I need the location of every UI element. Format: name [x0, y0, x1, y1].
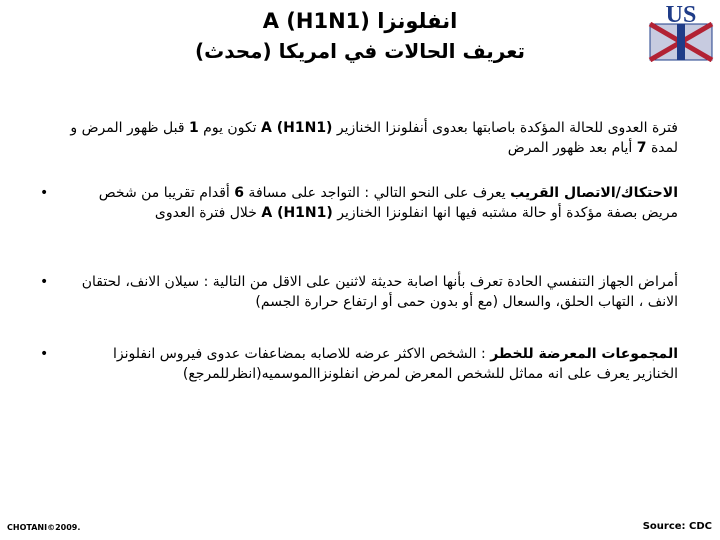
bullet-dot-icon: • [40, 346, 49, 362]
intro-days-after: 7 [636, 140, 647, 156]
intro-part5: قبل ظهور المرض و لمدة [70, 120, 678, 156]
university-shield-logo [648, 2, 714, 62]
logo-text: US [665, 2, 697, 28]
page-subtitle: تعريف الحالات في امريكا (محدث) [194, 39, 526, 63]
copyright-text: CHOTANI©2009. [7, 523, 81, 532]
intro-part7: أيام بعد ظهور المرض [507, 140, 637, 156]
intro-part1: فترة العدوى للحالة المؤكدة باصابتها بعدوى أنفلونزا الخنازير [332, 120, 678, 136]
source-text: Source: CDC [642, 521, 712, 532]
intro-paragraph [58, 118, 678, 158]
intro-virus: A (H1N1) [261, 120, 333, 136]
bullet-body: أقدام تقريبا من شخص مريض بصفة مؤكدة أو حالة مشتبه فيها انها انفلونزا الخنازير [98, 185, 678, 221]
bullet-heading: الاحتكاك/الاتصال القريب [510, 185, 678, 201]
intro-part3: تكون يوم [198, 120, 262, 136]
page-title: انفلونزا (H1N1) A [262, 9, 458, 33]
bullet-high-risk-groups [38, 344, 678, 384]
bullet-text [68, 183, 678, 223]
bullet-body: يعرف على النحو التالي : التواجد على مسافة [243, 185, 511, 201]
intro-day-count: 1 [188, 120, 199, 136]
bullet-number: 6 [234, 185, 244, 201]
bullet-text: أمراض الجهاز التنفسي الحادة تعرف بأنها اصابة حديثة لاثنين على الاقل من التالية : سيلان الانف، لحتقان الانف ، التهاب الحلق، والسعال (مع أو بدون حمى أو ارتفاع حرارة الجسم) [81, 274, 678, 310]
bullet-body: : الشخص الاكثر عرضه للاصابه بمضاعفات عدوى فيروس انفلونزا الخنازير يعرف على انه مماثل للشخص المعرض لمرض انفلونزاالموسميه(انظرللمرجع) [113, 346, 678, 382]
bullet-heading: المجموعات المعرضة للخطر [490, 346, 678, 362]
bullet-text [68, 344, 678, 384]
bullet-body: خلال فترة العدوى [154, 205, 262, 221]
bullet-respiratory-illness [38, 272, 678, 312]
bullet-dot-icon: • [40, 274, 49, 290]
bullet-close-contact [38, 183, 678, 223]
bullet-virus: A (H1N1) [261, 205, 333, 221]
bullet-dot-icon: • [40, 185, 49, 201]
